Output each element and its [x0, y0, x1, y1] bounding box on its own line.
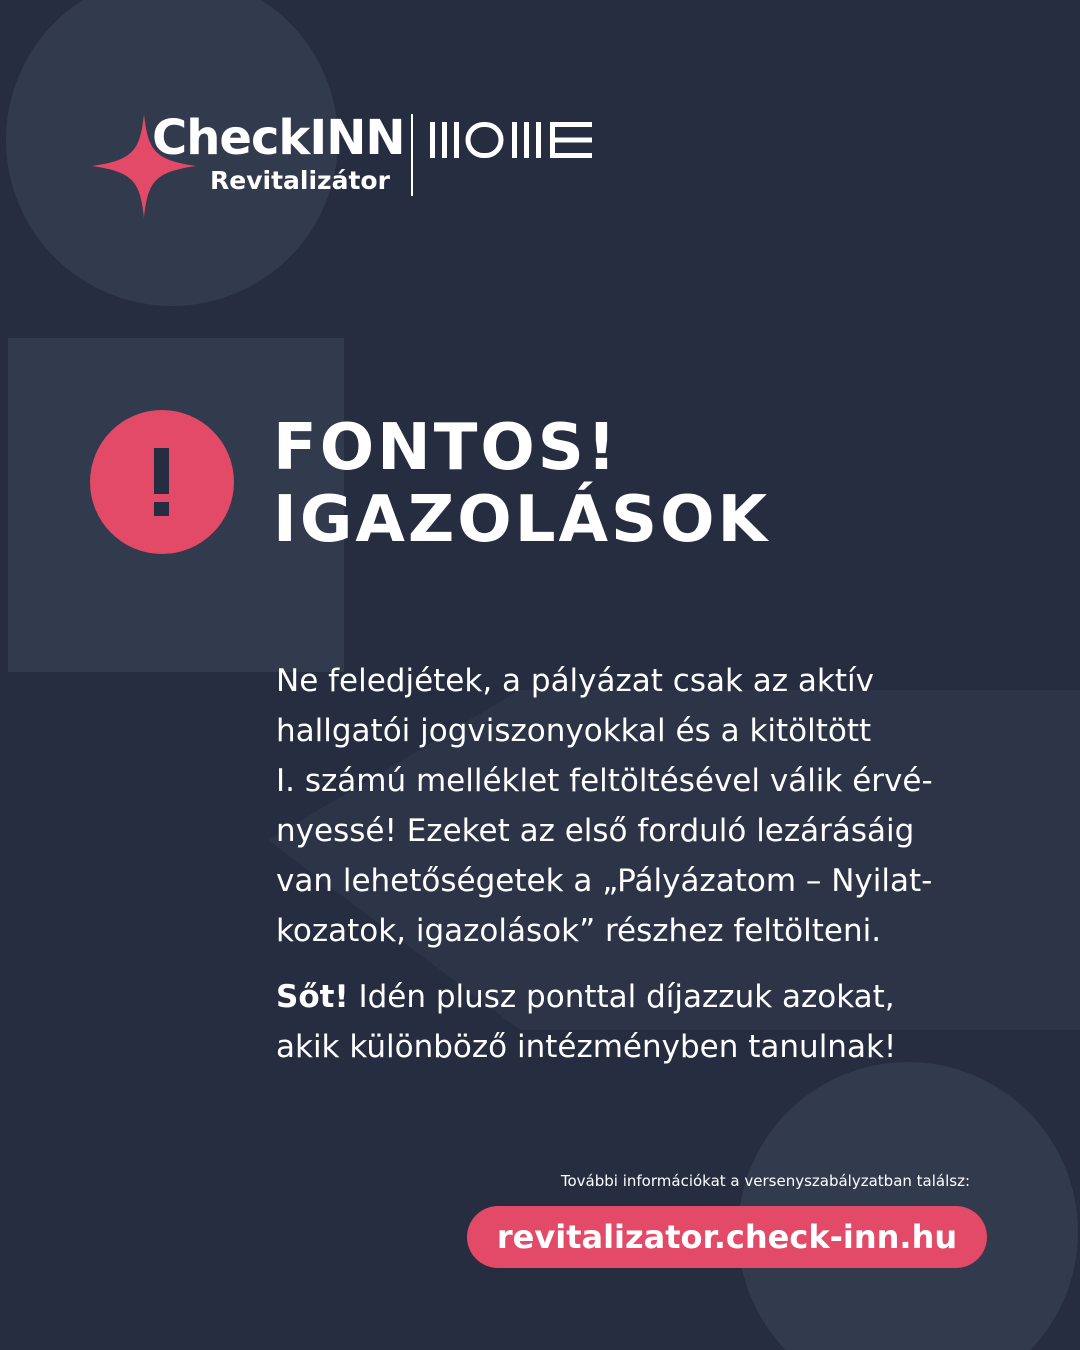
text-line: Ne feledjétek, a pályázat csak az aktív: [276, 663, 874, 699]
text-line: hallgatói jogviszonyokkal és a kitöltött: [276, 713, 872, 749]
text-line: van lehetőségetek a „Pályázatom – Nyilat-: [276, 863, 933, 899]
body-text: [276, 656, 1016, 1072]
brand-name: CheckINN: [152, 110, 405, 166]
text-line: [276, 972, 1016, 1022]
website-link[interactable]: revitalizator.check-inn.hu: [467, 1206, 987, 1268]
text-fragment: Idén plusz ponttal díjazzuk azokat,: [348, 979, 895, 1015]
text-line: kozatok, igazolások” részhez feltölteni.: [276, 913, 882, 949]
text-line: nyessé! Ezeket az első forduló lezárásáig: [276, 813, 915, 849]
title-line-1: FONTOS!: [273, 411, 620, 485]
mome-logo-icon: [430, 122, 608, 158]
title-line-2: IGAZOLÁSOK: [273, 483, 771, 557]
alert-badge: [90, 410, 234, 554]
text-line: I. számú melléklet feltöltésével válik érvé-: [276, 763, 933, 799]
paragraph-2: [276, 972, 1016, 1072]
footer-note: További információkat a versenyszabályzatban találsz:: [560, 1172, 970, 1190]
logo-divider: [411, 114, 413, 196]
page-title: [273, 412, 770, 556]
brand-subtitle: Revitalizátor: [210, 166, 390, 195]
paragraph-1: [276, 656, 1016, 956]
exclamation-icon: [90, 410, 234, 554]
text-line: akik különböző intézményben tanulnak!: [276, 1029, 897, 1065]
brand-logo: [88, 110, 628, 230]
emphasis-text: Sőt!: [276, 979, 349, 1015]
